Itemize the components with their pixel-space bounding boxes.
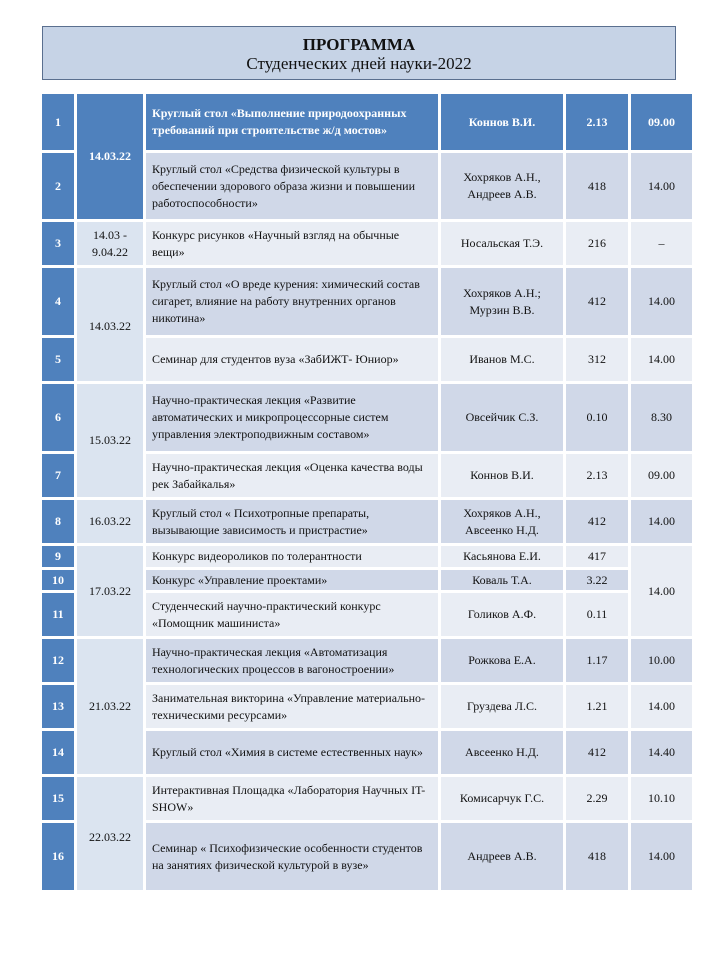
room-cell: 312	[566, 338, 628, 381]
date-line-1: 14.03 -	[93, 227, 127, 242]
row-number: 11	[42, 593, 74, 636]
table-row	[42, 777, 692, 820]
row-number: 15	[42, 777, 74, 820]
table-row	[42, 94, 692, 150]
lead-cell: Хохряков А.Н., Авсеенко Н.Д.	[441, 500, 563, 543]
row-number: 4	[42, 268, 74, 335]
room-cell: 418	[566, 823, 628, 890]
date-cell: 22.03.22	[77, 777, 143, 890]
room-cell: 412	[566, 268, 628, 335]
time-cell: 14.00	[631, 823, 692, 890]
program-title-box	[42, 26, 676, 80]
row-number: 14	[42, 731, 74, 774]
time-cell: 14.00	[631, 685, 692, 728]
date-cell: 14.03.22	[77, 268, 143, 381]
time-cell: 09.00	[631, 94, 692, 150]
event-cell: Семинар для студентов вуза «ЗабИЖТ- Юниор»	[146, 338, 438, 381]
time-cell: 10.00	[631, 639, 692, 682]
event-cell: Конкурс видеороликов по толерантности	[146, 546, 438, 567]
date-cell: 15.03.22	[77, 384, 143, 497]
room-cell: 412	[566, 500, 628, 543]
event-cell: Круглый стол «Средства физической культуры в обеспечении здорового образа жизни и повышении работоспособности»	[146, 153, 438, 219]
room-cell: 216	[566, 222, 628, 265]
row-number: 8	[42, 500, 74, 543]
lead-cell: Рожкова Е.А.	[441, 639, 563, 682]
room-cell: 0.10	[566, 384, 628, 451]
room-cell: 2.29	[566, 777, 628, 820]
event-cell: Студенческий научно-практический конкурс «Помощник машиниста»	[146, 593, 438, 636]
lead-cell: Носальская Т.Э.	[441, 222, 563, 265]
event-cell: Интерактивная Площадка «Лаборатория Научных IT-SHOW»	[146, 777, 438, 820]
room-cell: 417	[566, 546, 628, 567]
table-row	[42, 384, 692, 451]
time-cell: 14.00	[631, 153, 692, 219]
date-cell: 16.03.22	[77, 500, 143, 543]
table-row	[42, 268, 692, 335]
event-cell: Семинар « Психофизические особенности студентов на занятиях физической культурой в вузе»	[146, 823, 438, 890]
lead-cell: Голиков А.Ф.	[441, 593, 563, 636]
event-cell: Круглый стол «Химия в системе естественных наук»	[146, 731, 438, 774]
row-number: 13	[42, 685, 74, 728]
time-cell: 10.10	[631, 777, 692, 820]
event-cell: Научно-практическая лекция «Автоматизация технологических процессов в вагоностроении»	[146, 639, 438, 682]
table-row	[42, 222, 692, 265]
lead-cell: Коннов В.И.	[441, 94, 563, 150]
lead-cell: Коваль Т.А.	[441, 570, 563, 590]
date-cell	[77, 222, 143, 265]
room-cell: 418	[566, 153, 628, 219]
date-line-2: 9.04.22	[92, 244, 128, 259]
time-cell: 8.30	[631, 384, 692, 451]
event-cell: Круглый стол «Выполнение природоохранных требований при строительстве ж/д мостов»	[146, 94, 438, 150]
room-cell: 1.21	[566, 685, 628, 728]
row-number: 10	[42, 570, 74, 590]
table-row	[42, 500, 692, 543]
lead-cell: Хохряков А.Н.; Мурзин В.В.	[441, 268, 563, 335]
time-cell: 14.00	[631, 338, 692, 381]
time-cell: –	[631, 222, 692, 265]
room-cell: 412	[566, 731, 628, 774]
time-cell: 09.00	[631, 454, 692, 497]
event-cell: Занимательная викторина «Управление материально-техническими ресурсами»	[146, 685, 438, 728]
event-cell: Конкурс «Управление проектами»	[146, 570, 438, 590]
event-cell: Круглый стол «О вреде курения: химический состав сигарет, влияние на работу внутренних органов никотина»	[146, 268, 438, 335]
row-number: 3	[42, 222, 74, 265]
lead-cell: Комисарчук Г.С.	[441, 777, 563, 820]
row-number: 5	[42, 338, 74, 381]
event-cell: Конкурс рисунков «Научный взгляд на обычные вещи»	[146, 222, 438, 265]
room-cell: 1.17	[566, 639, 628, 682]
room-cell: 3.22	[566, 570, 628, 590]
event-cell: Научно-практическая лекция «Развитие автоматических и микропроцессорные систем управления электроподвижным составом»	[146, 384, 438, 451]
lead-cell: Андреев А.В.	[441, 823, 563, 890]
lead-cell: Иванов М.С.	[441, 338, 563, 381]
time-cell: 14.40	[631, 731, 692, 774]
room-cell: 2.13	[566, 454, 628, 497]
table-row	[42, 639, 692, 682]
row-number: 6	[42, 384, 74, 451]
time-cell: 14.00	[631, 546, 692, 636]
page-title: ПРОГРАММА	[302, 35, 416, 54]
lead-cell: Авсеенко Н.Д.	[441, 731, 563, 774]
row-number: 9	[42, 546, 74, 567]
lead-cell: Груздева Л.С.	[441, 685, 563, 728]
row-number: 7	[42, 454, 74, 497]
room-cell: 2.13	[566, 94, 628, 150]
lead-cell: Хохряков А.Н., Андреев А.В.	[441, 153, 563, 219]
lead-cell: Овсейчик С.З.	[441, 384, 563, 451]
row-number: 12	[42, 639, 74, 682]
row-number: 16	[42, 823, 74, 890]
row-number: 2	[42, 153, 74, 219]
row-number: 1	[42, 94, 74, 150]
table-row	[42, 546, 692, 567]
time-cell: 14.00	[631, 268, 692, 335]
program-table	[39, 91, 695, 893]
event-cell: Круглый стол « Психотропные препараты, вызывающие зависимость и пристрастие»	[146, 500, 438, 543]
time-cell: 14.00	[631, 500, 692, 543]
date-cell: 14.03.22	[77, 94, 143, 219]
lead-cell: Коннов В.И.	[441, 454, 563, 497]
event-cell: Научно-практическая лекция «Оценка качества воды рек Забайкалья»	[146, 454, 438, 497]
lead-cell: Касьянова Е.И.	[441, 546, 563, 567]
date-cell: 17.03.22	[77, 546, 143, 636]
room-cell: 0.11	[566, 593, 628, 636]
page-subtitle: Студенческих дней науки-2022	[246, 54, 472, 73]
date-cell: 21.03.22	[77, 639, 143, 774]
